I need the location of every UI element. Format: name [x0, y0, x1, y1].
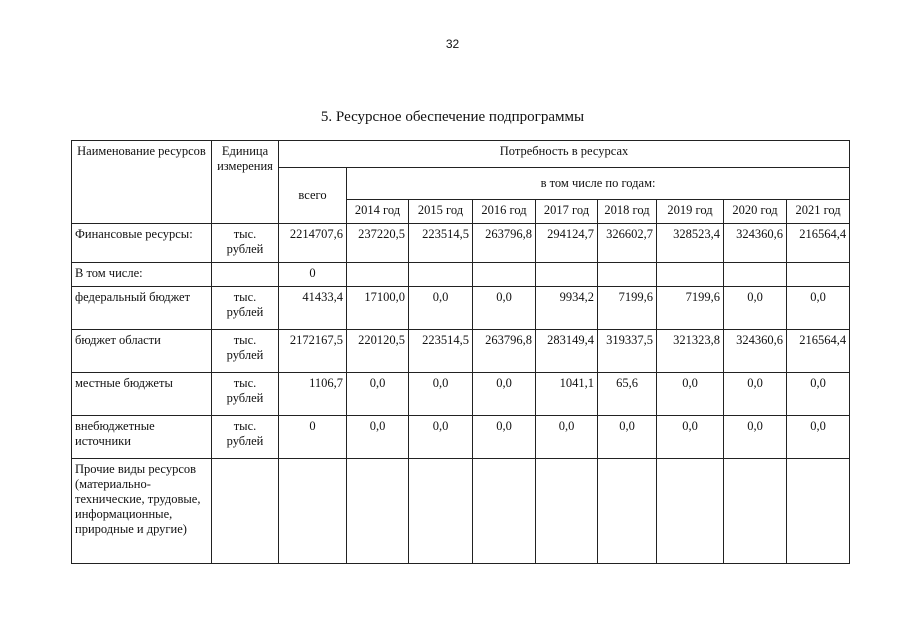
value-cell: 0,0 [657, 416, 724, 459]
table-row [72, 263, 850, 287]
value-cell [536, 263, 598, 287]
value-cell: 324360,6 [724, 330, 787, 373]
total-cell: 0 [279, 263, 347, 287]
header-year: 2020 год [724, 200, 787, 224]
value-cell: 223514,5 [409, 224, 473, 263]
value-cell: 283149,4 [536, 330, 598, 373]
value-cell: 17100,0 [347, 287, 409, 330]
value-cell: 7199,6 [657, 287, 724, 330]
header-unit: Единица измерения [212, 141, 279, 224]
header-row-1 [72, 141, 850, 168]
value-cell [598, 459, 657, 564]
value-cell: 263796,8 [473, 224, 536, 263]
unit-cell [212, 459, 279, 564]
total-cell: 1106,7 [279, 373, 347, 416]
value-cell [347, 459, 409, 564]
value-cell [657, 459, 724, 564]
value-cell: 0,0 [473, 416, 536, 459]
unit-cell: тыс. рублей [212, 287, 279, 330]
table-row [72, 287, 850, 330]
header-year: 2015 год [409, 200, 473, 224]
header-need: Потребность в ресурсах [279, 141, 850, 168]
header-resource-name: Наименование ресурсов [72, 141, 212, 224]
table-row [72, 373, 850, 416]
value-cell: 216564,4 [787, 330, 850, 373]
unit-cell: тыс. рублей [212, 373, 279, 416]
value-cell: 263796,8 [473, 330, 536, 373]
resource-name-cell: внебюджетные источники [72, 416, 212, 459]
value-cell [473, 263, 536, 287]
value-cell: 0,0 [473, 373, 536, 416]
value-cell: 0,0 [409, 373, 473, 416]
table-row [72, 459, 850, 564]
value-cell: 237220,5 [347, 224, 409, 263]
value-cell: 7199,6 [598, 287, 657, 330]
value-cell: 0,0 [409, 287, 473, 330]
value-cell: 0,0 [724, 416, 787, 459]
value-cell [409, 263, 473, 287]
value-cell: 0,0 [787, 373, 850, 416]
value-cell: 0,0 [724, 287, 787, 330]
header-by-years: в том числе по годам: [347, 168, 850, 200]
value-cell: 0,0 [536, 416, 598, 459]
value-cell: 324360,6 [724, 224, 787, 263]
value-cell: 294124,7 [536, 224, 598, 263]
value-cell: 223514,5 [409, 330, 473, 373]
header-year: 2017 год [536, 200, 598, 224]
page-number: 32 [445, 37, 460, 51]
value-cell [473, 459, 536, 564]
total-cell: 41433,4 [279, 287, 347, 330]
resource-name-cell: Прочие виды ресурсов (материально-технические, трудовые, информационные, природные и другие) [72, 459, 212, 564]
value-cell [409, 459, 473, 564]
value-cell: 0,0 [598, 416, 657, 459]
value-cell: 220120,5 [347, 330, 409, 373]
value-cell: 0,0 [409, 416, 473, 459]
value-cell [787, 263, 850, 287]
value-cell: 1041,1 [536, 373, 598, 416]
total-cell: 0 [279, 416, 347, 459]
table-row [72, 224, 850, 263]
resource-name-cell: бюджет области [72, 330, 212, 373]
section-title: 5. Ресурсное обеспечение подпрограммы [320, 109, 585, 125]
value-cell [724, 459, 787, 564]
value-cell: 0,0 [724, 373, 787, 416]
total-cell: 2172167,5 [279, 330, 347, 373]
value-cell: 65,6 [598, 373, 657, 416]
value-cell: 0,0 [657, 373, 724, 416]
value-cell: 319337,5 [598, 330, 657, 373]
header-year: 2016 год [473, 200, 536, 224]
value-cell: 216564,4 [787, 224, 850, 263]
header-year: 2018 год [598, 200, 657, 224]
value-cell: 0,0 [347, 373, 409, 416]
value-cell [536, 459, 598, 564]
value-cell: 0,0 [347, 416, 409, 459]
value-cell: 321323,8 [657, 330, 724, 373]
resource-table [71, 140, 850, 564]
header-total: всего [279, 168, 347, 224]
resource-name-cell: В том числе: [72, 263, 212, 287]
value-cell: 328523,4 [657, 224, 724, 263]
unit-cell: тыс. рублей [212, 330, 279, 373]
total-cell: 2214707,6 [279, 224, 347, 263]
value-cell [724, 263, 787, 287]
header-year: 2014 год [347, 200, 409, 224]
value-cell [347, 263, 409, 287]
header-year: 2019 год [657, 200, 724, 224]
value-cell: 326602,7 [598, 224, 657, 263]
value-cell [787, 459, 850, 564]
resource-name-cell: федеральный бюджет [72, 287, 212, 330]
unit-cell: тыс. рублей [212, 416, 279, 459]
value-cell [657, 263, 724, 287]
unit-cell: тыс. рублей [212, 224, 279, 263]
value-cell: 0,0 [473, 287, 536, 330]
table-row [72, 330, 850, 373]
total-cell [279, 459, 347, 564]
value-cell [598, 263, 657, 287]
resource-name-cell: Финансовые ресурсы: [72, 224, 212, 263]
resource-name-cell: местные бюджеты [72, 373, 212, 416]
unit-cell [212, 263, 279, 287]
value-cell: 0,0 [787, 287, 850, 330]
header-year: 2021 год [787, 200, 850, 224]
table-row [72, 416, 850, 459]
value-cell: 0,0 [787, 416, 850, 459]
value-cell: 9934,2 [536, 287, 598, 330]
